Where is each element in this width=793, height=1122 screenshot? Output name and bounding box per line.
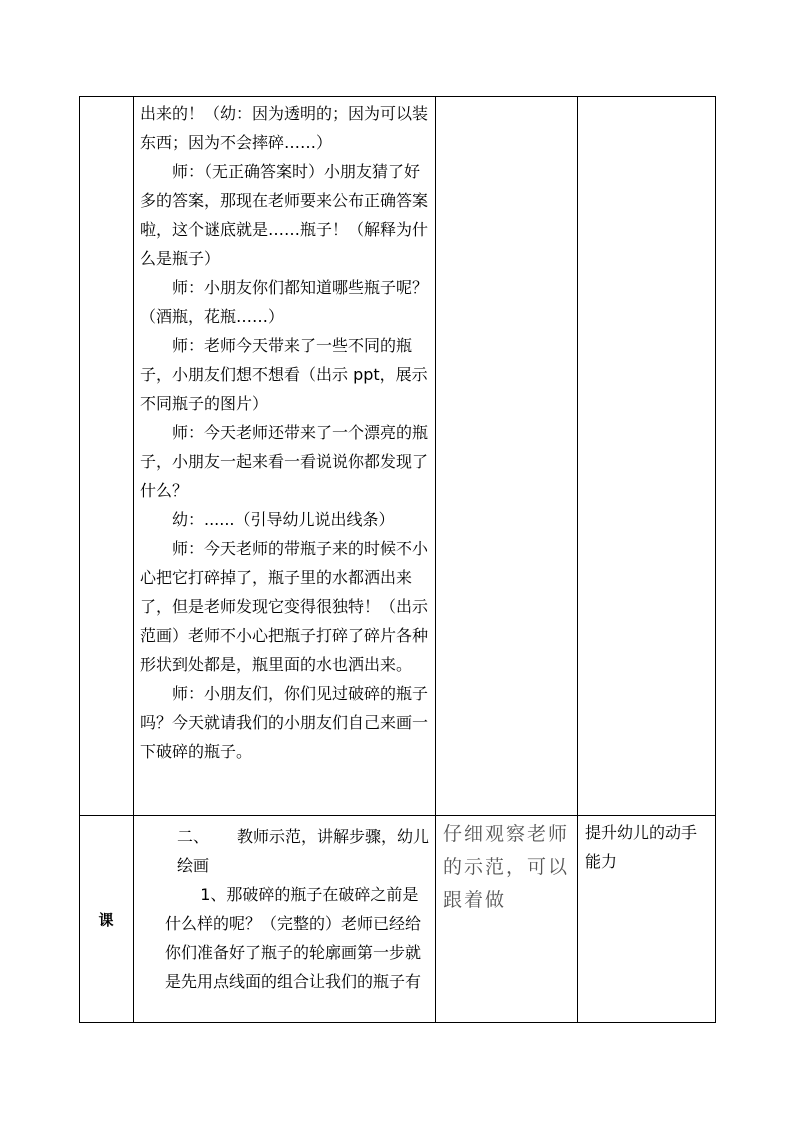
process-paragraph: 师：老师今天带来了一些不同的瓶子，小朋友们想不想看（出示 ppt，展示不同瓶子的图片）: [140, 336, 428, 413]
table-border-bottom: [79, 1022, 716, 1023]
table-divider-2: [435, 96, 436, 1023]
child-activity-cell: 仔细观察老师的示范，可以跟着做: [443, 823, 570, 911]
row1-process-cell: [140, 99, 432, 766]
process-paragraph: 师：（无正确答案时）小朋友猜了好多的答案，那现在老师要来公布正确答案啦，这个谜底就是……瓶子！（解释为什么是瓶子）: [140, 162, 429, 268]
process-paragraph: 师：小朋友们，你们见过破碎的瓶子吗？今天就请我们的小朋友们自己来画一下破碎的瓶子。: [140, 684, 429, 761]
section-heading: [165, 822, 429, 880]
process-paragraph: 幼：......（引导幼儿说出线条）: [172, 510, 395, 529]
step-paragraph: 1、那破碎的瓶子在破碎之前是什么样的呢？（完整的）老师已经给你们准备好了瓶子的轮廓画第一步就是先用点线面的组合让我们的瓶子有: [165, 885, 422, 991]
process-line: 东西；因为不会摔碎……）: [140, 133, 333, 152]
table-border-right: [715, 96, 716, 1023]
heading-number: 二、: [177, 827, 210, 846]
row-divider: [79, 815, 716, 816]
lesson-table: [79, 96, 716, 1023]
table-divider-1: [133, 96, 134, 1023]
section-label: 课: [98, 910, 114, 929]
goal-cell: 提升幼儿的动手能力: [585, 823, 698, 871]
process-line: 出来的！（幼：因为透明的；因为可以装: [140, 104, 429, 123]
process-paragraph: 师：今天老师的带瓶子来的时候不小心把它打碎掉了，瓶子里的水都洒出来了，但是老师发现它变得很独特！（出示范画）老师不小心把瓶子打碎了碎片各种形状到处都是，瓶里面的水也洒出来。: [140, 539, 429, 674]
table-divider-3: [577, 96, 578, 1023]
heading-text: 教师示范，讲解步骤，幼儿绘画: [177, 827, 430, 875]
table-border-top: [79, 96, 716, 97]
row2-process-cell: [165, 822, 429, 996]
process-paragraph: 师：今天老师还带来了一个漂亮的瓶子，小朋友一起来看一看说说你都发现了什么？: [140, 423, 429, 500]
process-paragraph: 师：小朋友你们都知道哪些瓶子呢？（酒瓶，花瓶……）: [140, 278, 429, 326]
